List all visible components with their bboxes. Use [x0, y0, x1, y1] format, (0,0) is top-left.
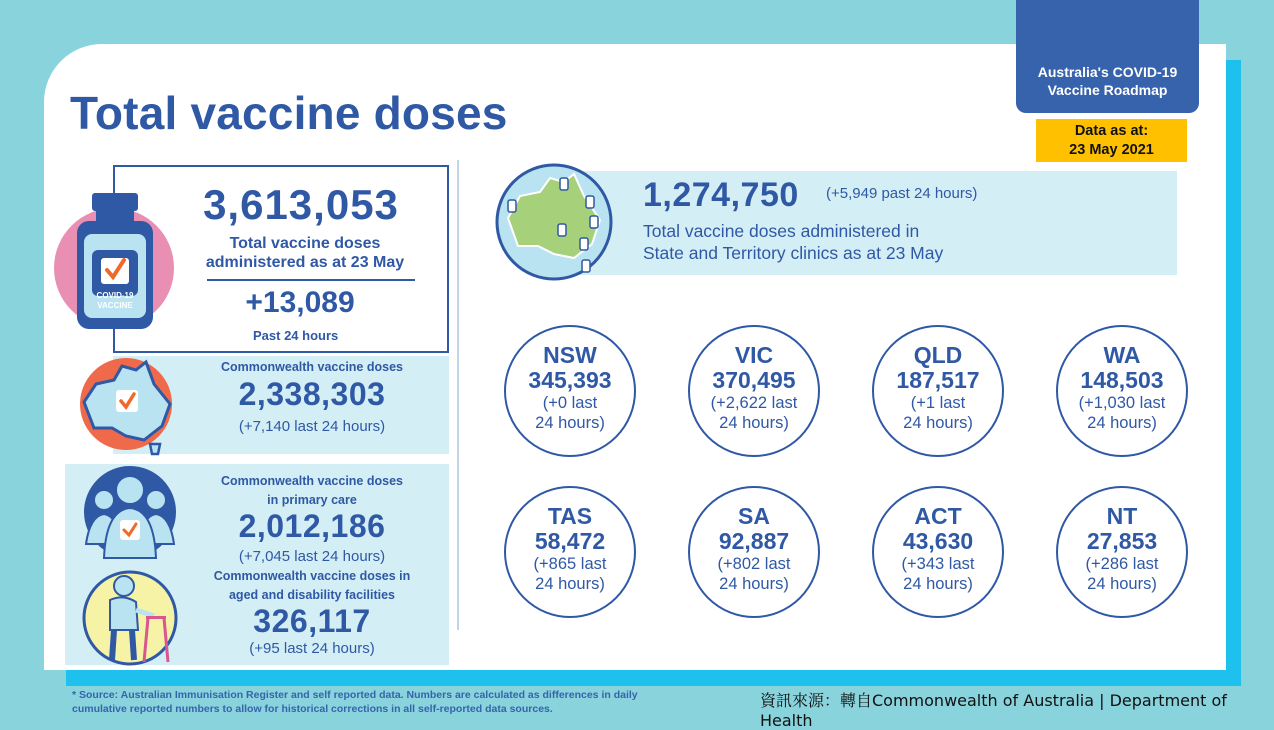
state-name: ACT — [914, 503, 962, 529]
state-increase-line1: (+2,622 last — [710, 394, 798, 412]
total-divider — [207, 279, 415, 281]
state-total-value: 1,274,750 — [643, 176, 799, 214]
state-value: 148,503 — [1080, 367, 1164, 393]
aged-care-label-line2: aged and disability facilities — [228, 588, 396, 602]
total-increase-label: Past 24 hours — [253, 328, 339, 343]
aged-care-walker-icon — [80, 566, 180, 666]
total-doses-label — [155, 234, 455, 272]
page-title: Total vaccine doses — [70, 87, 508, 139]
state-name: TAS — [547, 503, 593, 529]
primary-care-label — [190, 472, 434, 510]
commonwealth-value: 2,338,303 — [238, 376, 386, 412]
state-increase-line2: 24 hours) — [903, 414, 973, 432]
total-label-line1: Total vaccine doses — [229, 235, 381, 252]
roadmap-tab-line1: Australia's COVID-19 — [1037, 64, 1178, 80]
primary-care-increase: (+7,045 last 24 hours) — [238, 548, 386, 565]
state-increase-line1: (+1,030 last — [1078, 394, 1166, 412]
state-circle-sa — [688, 486, 820, 618]
state-circle-nsw — [504, 325, 636, 457]
source-footnote — [72, 688, 752, 716]
state-name: NT — [1106, 503, 1138, 529]
state-circle-wa — [1056, 325, 1188, 457]
australia-map-icon — [74, 356, 184, 460]
total-label-line2: administered as at 23 May — [205, 254, 405, 271]
data-date-badge — [1036, 119, 1187, 162]
vaccine-vial-icon — [52, 190, 182, 330]
state-value: 58,472 — [534, 528, 606, 554]
state-circle-qld — [872, 325, 1004, 457]
state-value: 370,495 — [712, 367, 796, 393]
aged-care-value: 326,117 — [253, 603, 371, 639]
state-value: 187,517 — [896, 367, 980, 393]
state-name: NSW — [543, 342, 597, 368]
state-value: 345,393 — [528, 367, 612, 393]
footnote-line1: * Source: Australian Immunisation Register and self reported data. Numbers are calculated as differences in daily — [72, 689, 638, 701]
column-divider — [457, 160, 459, 630]
state-increase-line2: 24 hours) — [535, 575, 605, 593]
roadmap-tab[interactable] — [1016, 0, 1199, 113]
state-increase-line2: 24 hours) — [535, 414, 605, 432]
state-total-increase: (+5,949 past 24 hours) — [826, 185, 978, 202]
state-name: SA — [738, 503, 770, 529]
state-circle-vic — [688, 325, 820, 457]
date-value: 23 May 2021 — [1069, 142, 1154, 158]
vial-label — [86, 291, 144, 311]
primary-care-label-line1: Commonwealth vaccine doses — [220, 474, 403, 488]
date-label: Data as at: — [1074, 123, 1149, 139]
total-doses-value: 3,613,053 — [203, 181, 399, 228]
state-increase-line2: 24 hours) — [903, 575, 973, 593]
aged-care-increase: (+95 last 24 hours) — [249, 640, 375, 657]
state-increase-line1: (+1 last — [910, 394, 966, 412]
state-total-text-line2: State and Territory clinics as at 23 May — [643, 243, 944, 263]
state-name: WA — [1103, 342, 1141, 368]
roadmap-tab-line2: Vaccine Roadmap — [1047, 82, 1168, 98]
state-increase-line1: (+802 last — [717, 555, 791, 573]
state-circle-tas — [504, 486, 636, 618]
state-increase-line1: (+286 last — [1085, 555, 1159, 573]
state-clinics-map-icon — [494, 160, 614, 284]
state-circle-act — [872, 486, 1004, 618]
state-value: 43,630 — [902, 528, 974, 554]
source-credit: 資訊來源：轉自Commonwealth of Australia | Department of Health — [760, 691, 1227, 730]
state-circle-nt — [1056, 486, 1188, 618]
state-increase-line1: (+865 last — [533, 555, 607, 573]
primary-care-label-line2: in primary care — [267, 493, 357, 507]
commonwealth-label: Commonwealth vaccine doses — [220, 360, 403, 374]
state-increase-line2: 24 hours) — [1087, 575, 1157, 593]
state-name: QLD — [913, 342, 963, 368]
vial-label-line2: VACCINE — [97, 301, 133, 310]
vial-label-line1: COVID-19 — [96, 291, 134, 300]
state-value: 27,853 — [1086, 528, 1158, 554]
primary-care-people-icon — [80, 464, 180, 560]
state-name: VIC — [734, 342, 774, 368]
footnote-line2: cumulative reported numbers to allow for historical corrections in all self-reported data sources. — [72, 703, 553, 715]
state-increase-line1: (+0 last — [542, 394, 598, 412]
state-total-text — [643, 220, 1003, 264]
state-value: 92,887 — [718, 528, 790, 554]
state-total-text-line1: Total vaccine doses administered in — [643, 221, 920, 241]
commonwealth-increase: (+7,140 last 24 hours) — [238, 418, 386, 435]
aged-care-label-line1: Commonwealth vaccine doses in — [213, 569, 411, 583]
state-increase-line2: 24 hours) — [719, 414, 789, 432]
primary-care-value: 2,012,186 — [238, 508, 386, 544]
total-increase: +13,089 — [245, 286, 355, 319]
state-increase-line2: 24 hours) — [1087, 414, 1157, 432]
aged-care-label — [190, 567, 434, 605]
state-increase-line1: (+343 last — [901, 555, 975, 573]
state-increase-line2: 24 hours) — [719, 575, 789, 593]
